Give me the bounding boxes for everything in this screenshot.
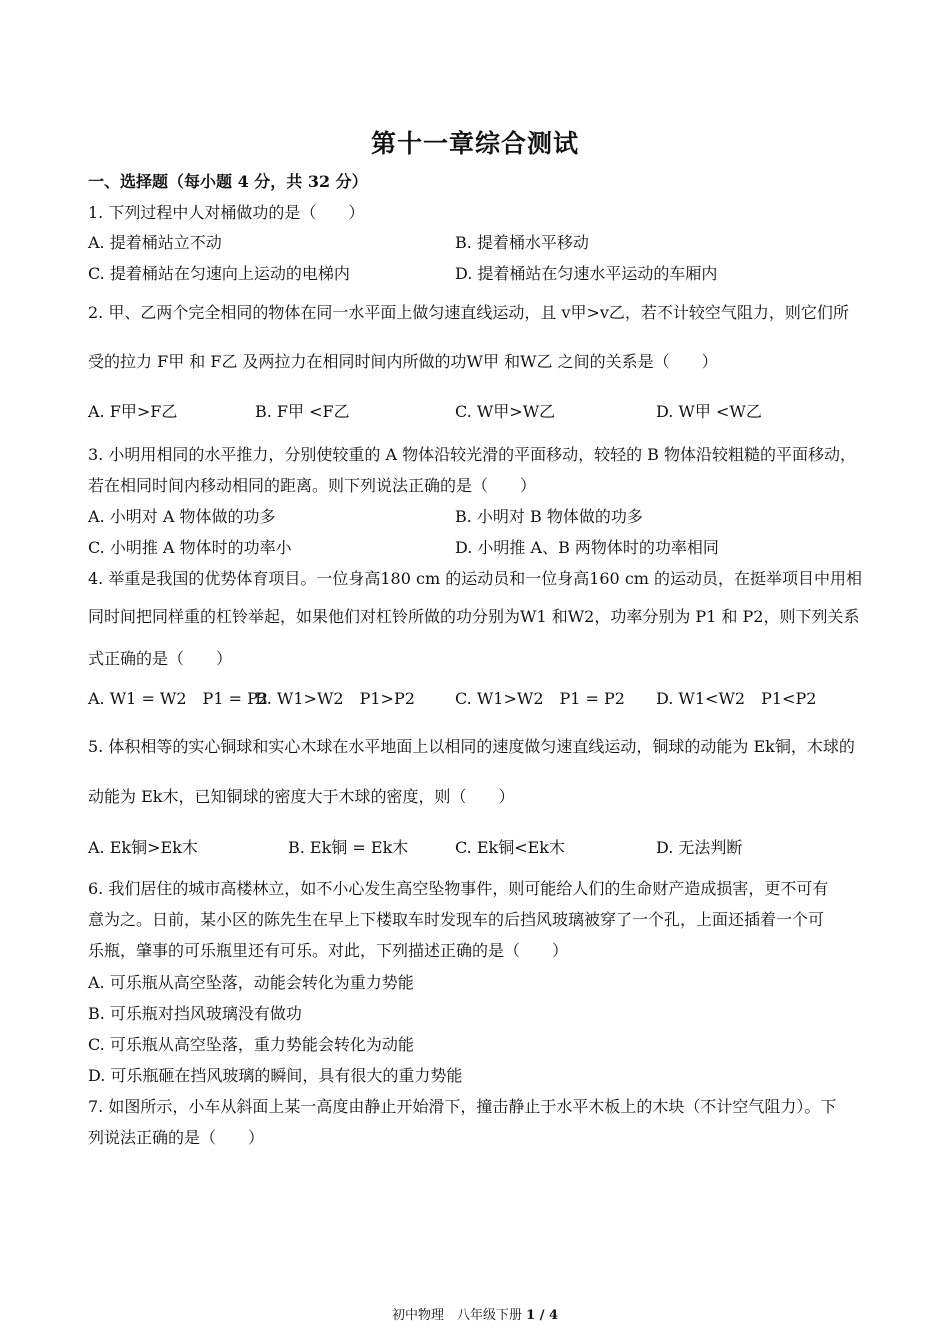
page-title: 第十一章综合测试 bbox=[370, 129, 579, 158]
question-2-option-b: B. F甲 <F乙 bbox=[255, 402, 350, 421]
question-7-stem-line-1: 7. 如图所示，小车从斜面上某一高度由静止开始滑下，撞击静止于水平木板上的木块（不计空气阻力）。下 bbox=[88, 1097, 837, 1116]
question-6-stem-line-2: 意为之。日前，某小区的陈先生在早上下楼取车时发现车的后挡风玻璃被穿了一个孔，上面还插着一个可 bbox=[88, 910, 825, 929]
question-6-option-b: B. 可乐瓶对挡风玻璃没有做功 bbox=[88, 1004, 302, 1023]
question-3-option-b: B. 小明对 B 物体做的功多 bbox=[455, 507, 643, 526]
question-1-option-d: D. 提着桶站在匀速水平运动的车厢内 bbox=[455, 264, 718, 283]
question-1-option-a: A. 提着桶站立不动 bbox=[88, 233, 222, 252]
question-3-stem-line-2: 若在相同时间内移动相同的距离。则下列说法正确的是（ ） bbox=[88, 476, 537, 495]
question-5-option-b: B. Ek铜 = Ek木 bbox=[288, 838, 409, 857]
question-2-option-a: A. F甲>F乙 bbox=[88, 402, 178, 421]
question-6-stem-line-1: 6. 我们居住的城市高楼林立，如不小心发生高空坠物事件，则可能给人们的生命财产造成损害，更不可有 bbox=[88, 879, 829, 898]
question-2-option-d: D. W甲 <W乙 bbox=[656, 402, 762, 421]
footer-subject: 初中物理 八年级下册 bbox=[391, 1308, 522, 1323]
page-footer bbox=[0, 1304, 950, 1323]
question-6-option-a: A. 可乐瓶从高空坠落，动能会转化为重力势能 bbox=[88, 973, 414, 992]
question-5-stem-line-1: 5. 体积相等的实心铜球和实心木球在水平地面上以相同的速度做匀速直线运动，铜球的动能为 Ek铜，木球的 bbox=[88, 737, 855, 756]
page-number: 1 / 4 bbox=[526, 1308, 559, 1323]
question-3-option-d: D. 小明推 A、B 两物体时的功率相同 bbox=[455, 538, 719, 557]
question-6-stem-line-3: 乐瓶，肇事的可乐瓶里还有可乐。对此，下列描述正确的是（ ） bbox=[88, 941, 569, 960]
question-4-option-b: B. W1>W2 P1>P2 bbox=[255, 689, 415, 708]
question-7-stem-line-2: 列说法正确的是（ ） bbox=[88, 1128, 265, 1147]
question-4-stem-line-3: 式正确的是（ ） bbox=[88, 649, 233, 668]
question-6-option-c: C. 可乐瓶从高空坠落，重力势能会转化为动能 bbox=[88, 1035, 414, 1054]
question-4-option-a: A. W1 = W2 P1 = P2 bbox=[88, 689, 269, 708]
question-3-option-a: A. 小明对 A 物体做的功多 bbox=[88, 507, 276, 526]
question-4-stem-line-1: 4. 举重是我国的优势体育项目。一位身高180 cm 的运动员和一位身高160 cm 的运动员，在挺举项目中用相 bbox=[88, 569, 863, 588]
question-1-option-c: C. 提着桶站在匀速向上运动的电梯内 bbox=[88, 264, 350, 283]
section-heading: 一、选择题（每小题 4 分，共 32 分） bbox=[88, 172, 368, 191]
question-4-option-c: C. W1>W2 P1 = P2 bbox=[455, 689, 625, 708]
question-4-stem-line-2: 同时间把同样重的杠铃举起，如果他们对杠铃所做的功分别为W1 和W2，功率分别为 P1 和 P2，则下列关系 bbox=[88, 607, 860, 626]
question-5-option-d: D. 无法判断 bbox=[656, 838, 743, 857]
question-5-stem-line-2: 动能为 Ek木，已知铜球的密度大于木球的密度，则（ ） bbox=[88, 787, 515, 806]
question-2-stem-line-2: 受的拉力 F甲 和 F乙 及两拉力在相同时间内所做的功W甲 和W乙 之间的关系是（ ） bbox=[88, 352, 718, 371]
question-3-option-c: C. 小明推 A 物体时的功率小 bbox=[88, 538, 292, 557]
question-5-option-c: C. Ek铜<Ek木 bbox=[455, 838, 566, 857]
question-6-option-d: D. 可乐瓶砸在挡风玻璃的瞬间，具有很大的重力势能 bbox=[88, 1066, 463, 1085]
question-3-stem-line-1: 3. 小明用相同的水平推力，分别使较重的 A 物体沿较光滑的平面移动，较轻的 B 物体沿较粗糙的平面移动， bbox=[88, 445, 857, 464]
question-1-option-b: B. 提着桶水平移动 bbox=[455, 233, 589, 252]
question-5-option-a: A. Ek铜>Ek木 bbox=[88, 838, 198, 857]
question-2-stem-line-1: 2. 甲、乙两个完全相同的物体在同一水平面上做匀速直线运动，且 v甲>v乙，若不计较空气阻力，则它们所 bbox=[88, 303, 849, 322]
question-1-stem: 1. 下列过程中人对桶做功的是（ ） bbox=[88, 203, 365, 222]
question-4-option-d: D. W1<W2 P1<P2 bbox=[656, 689, 817, 708]
question-2-option-c: C. W甲>W乙 bbox=[455, 402, 556, 421]
